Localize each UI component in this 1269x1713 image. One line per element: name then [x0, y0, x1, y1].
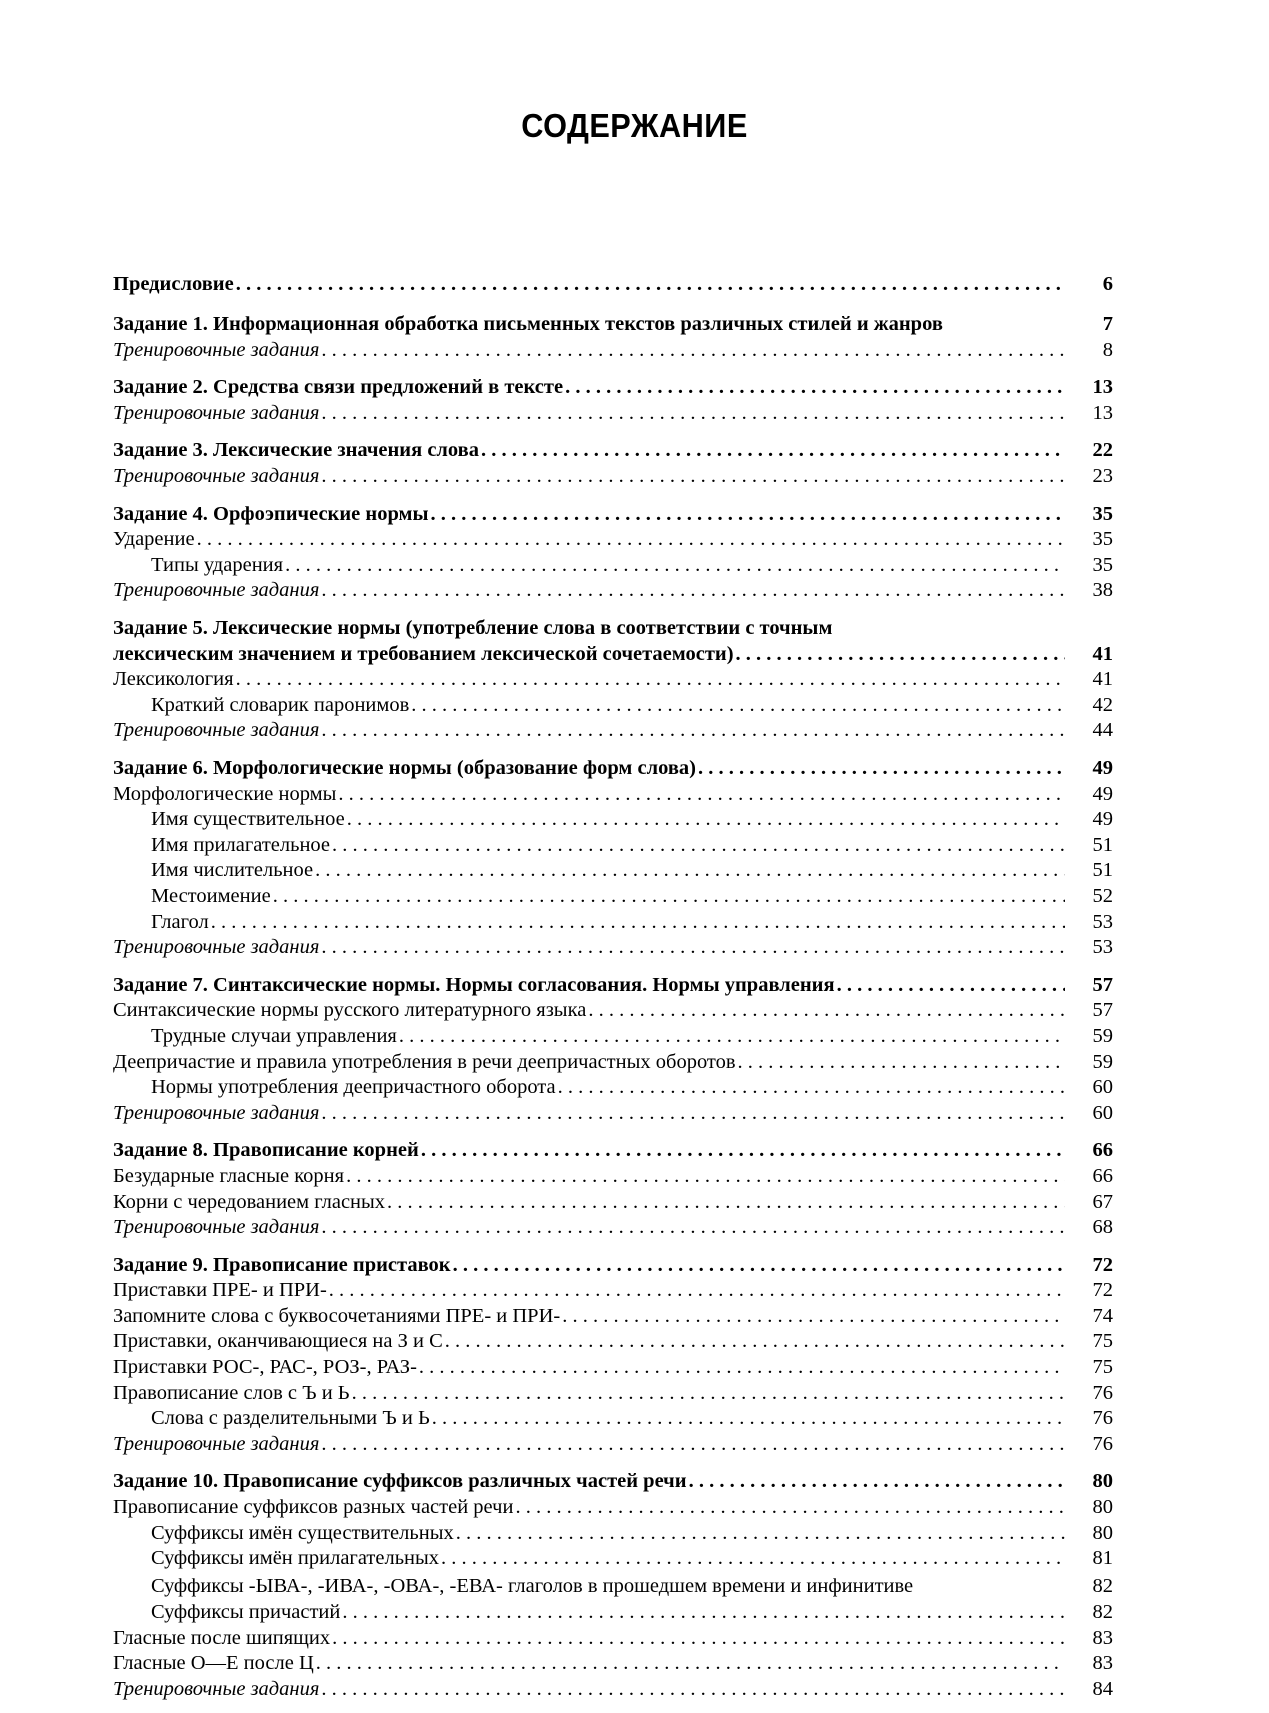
toc-entry-page-number: 13	[1092, 401, 1113, 424]
dot-leader	[562, 1304, 1065, 1325]
toc-entry-page-number: 72	[1092, 1279, 1113, 1302]
toc-entry-label: Правописание суффиксов разных частей речи	[113, 1496, 514, 1519]
toc-entry-label: Приставки, оканчивающиеся на З и С	[113, 1330, 443, 1353]
toc-entry-label: Имя существительное	[151, 808, 345, 831]
toc-entry[interactable]	[113, 1677, 1113, 1703]
toc-entry-page-number: 57	[1092, 999, 1113, 1022]
toc-entry-label: Тренировочные задания	[113, 1101, 320, 1124]
toc-entry[interactable]	[113, 1215, 1113, 1241]
toc-entry-label: Тренировочные задания	[113, 719, 320, 742]
toc-entry-label: Правописание слов с Ъ и Ь	[113, 1381, 350, 1404]
toc-entry[interactable]	[113, 375, 1113, 401]
toc-entry-page-number: 80	[1092, 1496, 1113, 1519]
toc-entry[interactable]	[113, 1278, 1113, 1304]
toc-entry[interactable]	[113, 1469, 1113, 1495]
toc-entry-label: Имя прилагательное	[151, 833, 331, 856]
dot-leader	[321, 1215, 1065, 1236]
dot-leader	[565, 375, 1065, 396]
toc-entry-page-number: 42	[1092, 693, 1113, 716]
toc-entry-label: Краткий словарик паронимов	[151, 693, 410, 716]
table-of-contents-list	[113, 272, 1113, 1702]
toc-entry-label: Суффиксы имён прилагательных	[151, 1547, 440, 1570]
toc-entry-label: Тренировочные задания	[113, 579, 320, 602]
toc-entry[interactable]	[113, 438, 1113, 464]
toc-entry-page-number: 76	[1092, 1432, 1113, 1455]
dot-leader	[558, 1075, 1065, 1096]
toc-entry[interactable]	[113, 1075, 1113, 1101]
toc-entry[interactable]	[113, 1521, 1113, 1547]
toc-entry-label: Безударные гласные корня	[113, 1164, 345, 1187]
toc-entry-label: Задание 9. Правописание приставок	[113, 1253, 451, 1276]
toc-entry[interactable]	[113, 1546, 1113, 1572]
toc-entry[interactable]	[113, 310, 1113, 338]
toc-entry-page-number: 35	[1092, 502, 1113, 525]
toc-entry-label: Нормы употребления деепричастного оборота	[151, 1076, 556, 1099]
toc-entry[interactable]	[113, 1101, 1113, 1127]
toc-entry-label: Задание 7. Синтаксические нормы. Нормы согласования. Нормы управления	[113, 973, 835, 996]
dot-leader	[352, 1381, 1065, 1402]
toc-entry-page-number: 74	[1092, 1304, 1113, 1327]
dot-leader	[197, 527, 1065, 548]
toc-entry-label: Трудные случаи управления	[151, 1024, 397, 1047]
toc-entry-label: Гласные после шипящих	[113, 1626, 331, 1649]
toc-entry-page-number: 80	[1092, 1521, 1113, 1544]
toc-entry-label: Лексикология	[113, 668, 234, 691]
toc-entry-page-number: 51	[1092, 859, 1113, 882]
toc-entry-label: Суффиксы имён существительных	[151, 1521, 454, 1544]
dot-leader	[315, 858, 1065, 879]
toc-entry[interactable]	[113, 884, 1113, 910]
toc-entry[interactable]	[113, 998, 1113, 1024]
toc-entry[interactable]	[113, 1190, 1113, 1216]
toc-entry[interactable]	[113, 527, 1113, 553]
toc-entry-label: Корни с чередованием гласных	[113, 1190, 386, 1213]
toc-entry-page-number: 7	[1102, 313, 1113, 336]
toc-entry-label: Синтаксические нормы русского литературного языка	[113, 999, 587, 1022]
toc-entry[interactable]	[113, 973, 1113, 999]
dot-leader	[421, 1138, 1065, 1159]
toc-entry[interactable]	[113, 338, 1113, 364]
toc-entry-page-number: 81	[1092, 1547, 1113, 1570]
toc-entry[interactable]	[113, 667, 1113, 693]
dot-leader	[689, 1469, 1065, 1490]
toc-entry-label: Тренировочные задания	[113, 401, 320, 424]
toc-entry-page-number: 8	[1102, 338, 1113, 361]
toc-entry-label: Приставки ПРЕ- и ПРИ-	[113, 1279, 327, 1302]
toc-entry[interactable]	[113, 935, 1113, 961]
toc-entry-page-number: 84	[1092, 1677, 1113, 1700]
toc-entry-page-number: 59	[1092, 1050, 1113, 1073]
toc-entry[interactable]	[113, 782, 1113, 808]
dot-leader	[321, 1101, 1065, 1122]
toc-entry-page-number: 35	[1092, 553, 1113, 576]
toc-entry-label: Тренировочные задания	[113, 1677, 320, 1700]
toc-entry[interactable]	[113, 401, 1113, 427]
dot-leader	[943, 310, 1067, 331]
dot-leader	[321, 338, 1065, 359]
toc-entry-page-number: 60	[1092, 1101, 1113, 1124]
toc-entry-page-number: 53	[1092, 910, 1113, 933]
dot-leader	[236, 667, 1065, 688]
dot-leader	[321, 718, 1065, 739]
toc-entry-page-number: 75	[1092, 1356, 1113, 1379]
dot-leader	[285, 553, 1065, 574]
toc-entry-page-number: 53	[1092, 936, 1113, 959]
toc-entry-page-number: 59	[1092, 1024, 1113, 1047]
dot-leader	[321, 1677, 1065, 1698]
dot-leader	[481, 438, 1065, 459]
dot-leader	[738, 1050, 1065, 1071]
toc-entry-page-number: 49	[1092, 757, 1113, 779]
dot-leader	[411, 693, 1065, 714]
page-title: СОДЕРЖАНИЕ	[521, 107, 748, 144]
dot-leader	[432, 1406, 1065, 1427]
dot-leader	[211, 910, 1065, 931]
toc-entry-page-number: 66	[1092, 1139, 1113, 1162]
toc-entry-label: Тренировочные задания	[113, 1432, 320, 1455]
toc-entry-page-number: 82	[1092, 1575, 1113, 1598]
toc-entry[interactable]	[113, 833, 1113, 859]
toc-entry-label: Гласные О—Е после Ц	[113, 1652, 314, 1675]
dot-leader	[316, 1651, 1065, 1672]
toc-entry[interactable]	[113, 1626, 1113, 1652]
toc-entry[interactable]	[113, 1050, 1113, 1076]
dot-leader	[338, 782, 1065, 803]
dot-leader	[329, 1278, 1065, 1299]
toc-entry-label: Задание 3. Лексические значения слова	[113, 439, 479, 462]
dot-leader	[342, 1600, 1065, 1621]
toc-entry-page-number: 41	[1092, 642, 1113, 665]
toc-entry-label: Суффиксы -ЫВА-, -ИВА-, -ОВА-, -ЕВА- глаголов в прошедшем времени и инфинитиве	[151, 1575, 914, 1598]
toc-entry-page-number: 6	[1102, 273, 1113, 295]
toc-entry-label: Задание 6. Морфологические нормы (образование форм слова)	[113, 757, 697, 779]
dot-leader	[321, 578, 1065, 599]
toc-entry[interactable]	[113, 718, 1113, 744]
toc-entry[interactable]	[113, 1024, 1113, 1050]
dot-leader	[321, 1432, 1065, 1453]
toc-entry-page-number: 76	[1092, 1407, 1113, 1430]
toc-entry-label: Морфологические нормы	[113, 782, 337, 805]
toc-entry-page-number: 22	[1092, 439, 1113, 462]
toc-entry-label: Тренировочные задания	[113, 465, 320, 488]
toc-entry-page-number: 67	[1092, 1190, 1113, 1213]
dot-leader	[399, 1024, 1065, 1045]
toc-entry[interactable]	[113, 1406, 1113, 1432]
toc-entry-page-number: 75	[1092, 1330, 1113, 1353]
toc-entry[interactable]	[113, 756, 1113, 782]
toc-entry-label: Задание 10. Правописание суффиксов различных частей речи	[113, 1470, 687, 1493]
toc-entry[interactable]	[113, 858, 1113, 884]
toc-entry[interactable]	[113, 578, 1113, 604]
toc-entry[interactable]	[113, 1355, 1113, 1381]
toc-entry[interactable]	[113, 464, 1113, 490]
dot-leader	[515, 1495, 1065, 1516]
toc-entry-page-number: 49	[1092, 808, 1113, 831]
dot-leader	[445, 1329, 1065, 1350]
dot-leader	[347, 807, 1065, 828]
dot-leader	[321, 401, 1065, 422]
toc-entry[interactable]	[113, 1381, 1113, 1407]
toc-entry[interactable]	[113, 642, 1113, 668]
toc-entry-label: Ударение	[113, 528, 195, 551]
toc-entry[interactable]	[113, 1651, 1113, 1677]
toc-entry[interactable]	[113, 1572, 1113, 1600]
dot-leader	[453, 1253, 1065, 1274]
toc-entry[interactable]	[113, 1304, 1113, 1330]
toc-entry-page-number: 23	[1092, 465, 1113, 488]
toc-entry-page-number: 83	[1092, 1626, 1113, 1649]
toc-entry-label: Слова с разделительными Ъ и Ь	[151, 1407, 430, 1430]
dot-leader	[837, 973, 1065, 994]
toc-entry[interactable]	[113, 1164, 1113, 1190]
toc-entry-page-number: 83	[1092, 1652, 1113, 1675]
toc-entry[interactable]	[113, 1600, 1113, 1626]
toc-entry-label: Типы ударения	[151, 553, 284, 576]
toc-entry-label: Глагол	[151, 910, 209, 933]
toc-entry[interactable]	[113, 272, 1113, 298]
dot-leader	[387, 1190, 1065, 1211]
toc-entry-label: Задание 4. Орфоэпические нормы	[113, 502, 429, 525]
dot-leader	[698, 756, 1065, 777]
toc-entry-page-number: 49	[1092, 782, 1113, 805]
toc-entry[interactable]	[113, 1253, 1113, 1279]
dot-leader	[913, 1572, 1067, 1593]
toc-entry-page-number: 38	[1092, 579, 1113, 602]
toc-entry[interactable]	[113, 1432, 1113, 1458]
toc-entry-label: Тренировочные задания	[113, 1216, 320, 1239]
dot-leader	[332, 1626, 1065, 1647]
toc-entry-label: Запомните слова с буквосочетаниями ПРЕ- и ПРИ-	[113, 1304, 561, 1327]
toc-entry-page-number: 76	[1092, 1381, 1113, 1404]
toc-entry-label: Местоимение	[151, 884, 271, 907]
dot-leader	[736, 642, 1065, 663]
toc-entry-label: Имя числительное	[151, 859, 314, 882]
dot-leader	[419, 1355, 1065, 1376]
toc-entry-page-number: 44	[1092, 719, 1113, 742]
toc-entry-label: лексическим значением и требованием лексической сочетаемости)	[113, 642, 734, 665]
dot-leader	[321, 935, 1065, 956]
toc-entry-label: Деепричастие и правила употребления в речи деепричастных оборотов	[113, 1050, 736, 1073]
toc-entry-page-number: 35	[1092, 528, 1113, 551]
toc-entry[interactable]	[113, 1329, 1113, 1355]
toc-entry-page-number: 82	[1092, 1600, 1113, 1623]
toc-entry[interactable]	[113, 910, 1113, 936]
toc-entry-label: Задание 8. Правописание корней	[113, 1139, 419, 1162]
toc-entry[interactable]	[113, 1138, 1113, 1164]
toc-entry-page-number: 13	[1092, 376, 1113, 399]
dot-leader	[441, 1546, 1065, 1567]
dot-leader	[456, 1521, 1065, 1542]
toc-entry-label-line1: Задание 5. Лексические нормы (употребление слова в соответствии с точным	[113, 617, 833, 640]
toc-entry-label: Тренировочные задания	[113, 936, 320, 959]
toc-entry-page-number: 57	[1092, 973, 1113, 996]
toc-entry-label: Предисловие	[113, 273, 234, 295]
toc-entry-label: Задание 1. Информационная обработка письменных текстов различных стилей и жанров	[113, 313, 943, 336]
toc-entry-page-number: 51	[1092, 833, 1113, 856]
toc-entry-label: Суффиксы причастий	[151, 1600, 341, 1623]
toc-entry-page-number: 66	[1092, 1164, 1113, 1187]
toc-entry[interactable]	[113, 553, 1113, 579]
dot-leader	[332, 833, 1065, 854]
dot-leader	[588, 998, 1065, 1019]
toc-entry-label: Приставки РОС-, РАС-, РОЗ-, РАЗ-	[113, 1356, 417, 1379]
toc-entry[interactable]	[113, 807, 1113, 833]
toc-entry[interactable]	[113, 502, 1113, 528]
toc-entry-page-number: 52	[1092, 884, 1113, 907]
toc-entry-label: Задание 2. Средства связи предложений в тексте	[113, 376, 564, 399]
dot-leader	[236, 272, 1065, 293]
dot-leader	[346, 1164, 1065, 1185]
toc-entry-page-number: 72	[1092, 1253, 1113, 1276]
toc-entry-label: Тренировочные задания	[113, 338, 320, 361]
toc-entry-page-number: 41	[1092, 668, 1113, 691]
toc-entry[interactable]	[113, 1495, 1113, 1521]
dot-leader	[431, 502, 1065, 523]
toc-entry-page-number: 80	[1092, 1470, 1113, 1493]
dot-leader	[321, 464, 1065, 485]
dot-leader	[273, 884, 1065, 905]
toc-entry[interactable]	[113, 693, 1113, 719]
toc-entry-page-number: 68	[1092, 1216, 1113, 1239]
toc-entry-page-number: 60	[1092, 1076, 1113, 1099]
